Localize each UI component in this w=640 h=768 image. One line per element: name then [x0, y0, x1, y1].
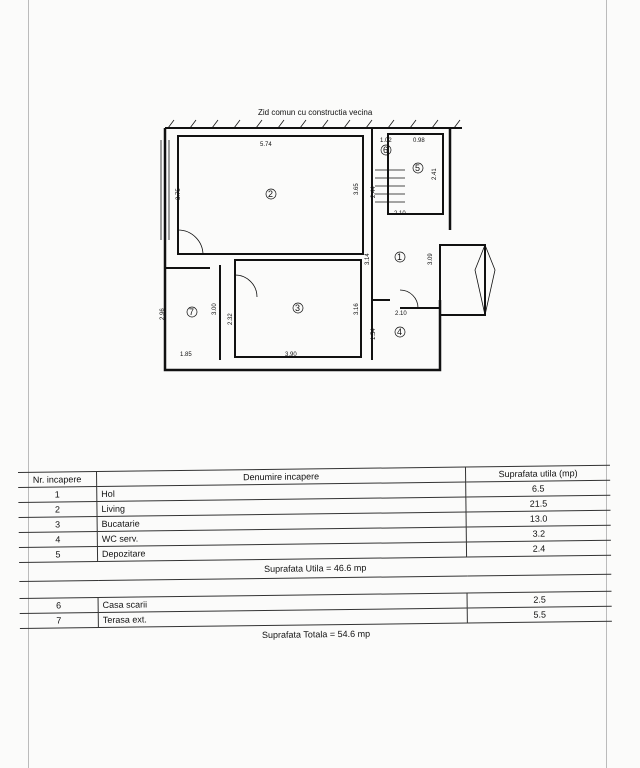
dim-label: 3.14 — [365, 253, 371, 265]
row-name: Bucatarie — [97, 512, 466, 532]
row-area: 21.5 — [466, 495, 611, 512]
row-nr: 5 — [19, 547, 98, 563]
stairs — [375, 170, 405, 202]
dim-label: 3.00 — [212, 303, 218, 315]
row-area: 6.5 — [466, 480, 611, 497]
header-area: Suprafata utila (mp) — [465, 465, 610, 482]
row-nr: 7 — [20, 613, 99, 629]
dim-label: 1.85 — [180, 352, 192, 358]
dim-label: 5.74 — [260, 142, 272, 148]
row-area: 13.0 — [466, 510, 611, 527]
dim-label: 3.90 — [285, 352, 297, 358]
plan-title: Zid comun cu constructia vecina — [258, 108, 373, 117]
rooms-table — [18, 465, 612, 647]
dim-label: 2.10 — [395, 311, 407, 317]
row-name: Terasa ext. — [98, 608, 467, 628]
dim-label: 3.16 — [354, 303, 360, 315]
dim-label: 3.75 — [176, 188, 182, 200]
row-name: Depozitare — [97, 542, 466, 562]
row-name: Hol — [97, 482, 466, 502]
room-number: 6 — [383, 145, 389, 155]
room-number: 2 — [268, 189, 274, 199]
room-number: 5 — [415, 163, 421, 173]
dim-label: 0.98 — [413, 138, 425, 144]
dim-label: 1.02 — [380, 138, 392, 144]
row-nr: 3 — [19, 517, 98, 533]
dim-label: 3.65 — [354, 183, 360, 195]
dim-label: 2.10 — [394, 211, 406, 217]
dim-label: 2.41 — [432, 168, 438, 180]
dim-label: 3.09 — [428, 253, 434, 265]
room-number: 1 — [397, 252, 403, 262]
row-area: 3.2 — [466, 525, 611, 542]
row-nr: 6 — [20, 598, 99, 614]
party-wall — [165, 120, 462, 128]
row-area: 2.4 — [466, 540, 611, 557]
page-edge-left — [28, 0, 29, 768]
row-nr: 2 — [18, 502, 97, 518]
row-nr: 4 — [19, 532, 98, 548]
floor-plan — [150, 100, 500, 385]
row-name: Casa scarii — [98, 593, 467, 613]
row-name: WC serv. — [97, 527, 466, 547]
room-number: 7 — [189, 307, 195, 317]
dim-label: 1.54 — [371, 328, 377, 340]
dim-label: 2.32 — [228, 313, 234, 325]
outer-walls — [165, 128, 450, 370]
room-number: 4 — [397, 327, 403, 337]
page-edge-right — [606, 0, 607, 768]
dim-label: 2.96 — [160, 308, 166, 320]
door-swings — [178, 230, 418, 308]
row-nr: 1 — [18, 487, 97, 503]
floor-plan-drawing — [150, 100, 500, 385]
interior-walls — [165, 128, 485, 360]
header-nr: Nr. incapere — [18, 472, 97, 488]
row-area: 2.5 — [467, 591, 612, 608]
row-name: Living — [97, 497, 466, 517]
total: Suprafata Totala = 54.6 mp — [20, 621, 612, 647]
header-name: Denumire incapere — [97, 467, 466, 487]
dim-label: 2.44 — [371, 186, 377, 198]
room-number: 3 — [295, 303, 301, 313]
room-marker-labels — [189, 145, 420, 337]
row-area: 5.5 — [467, 606, 612, 623]
subtotal: Suprafata Utila = 46.6 mp — [19, 555, 611, 581]
